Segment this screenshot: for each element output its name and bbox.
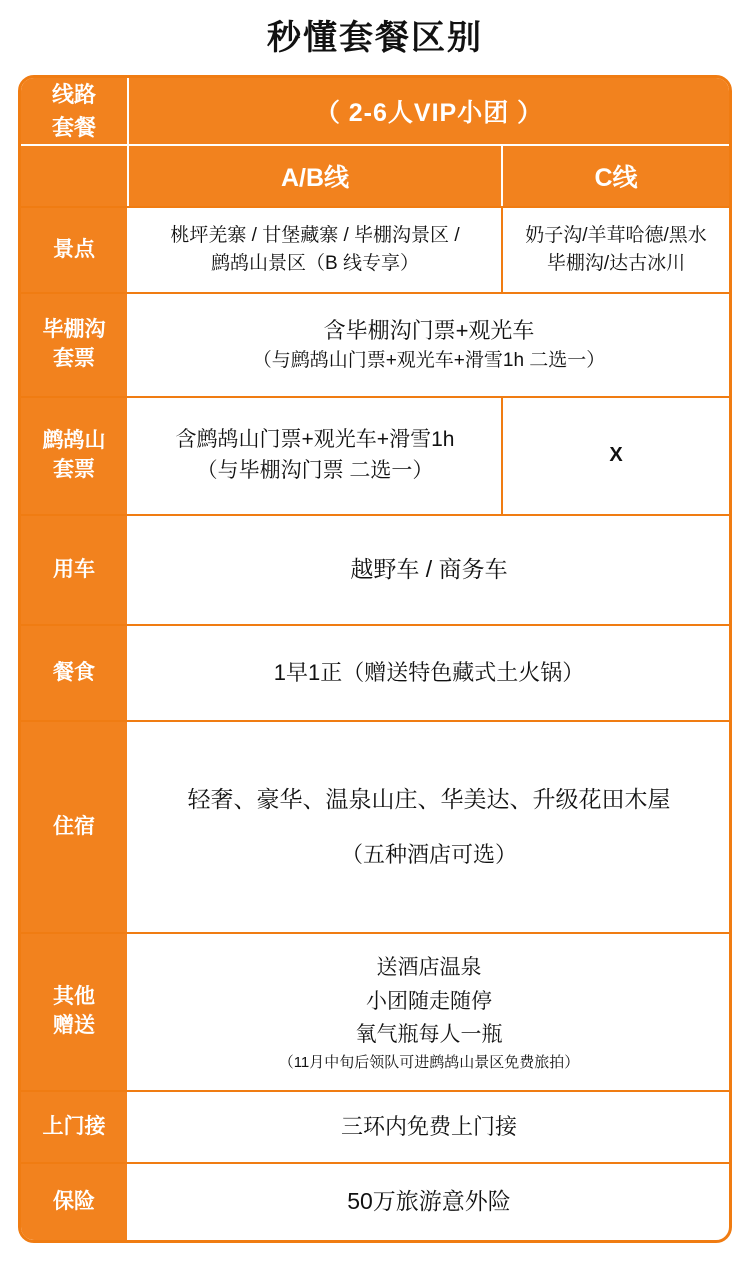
- cell-ab-scenic-line1: 桃坪羌寨 / 甘堡藏寨 / 毕棚沟景区 /: [170, 225, 460, 247]
- cell-ab-zhegushan-line1: 含鹧鸪山门票+观光车+滑雪1h: [175, 428, 455, 452]
- page-title: 秒懂套餐区别: [267, 19, 483, 57]
- row-label-bipenggou-ticket: [21, 294, 129, 396]
- row-value-insurance: 50万旅游意外险: [347, 1188, 511, 1215]
- row-value-vehicle: 越野车 / 商务车: [350, 556, 508, 583]
- bipenggou-ticket-line2: （与鹧鸪山门票+观光车+滑雪1h 二选一）: [252, 349, 606, 371]
- subheader-columns: [129, 146, 729, 206]
- row-label-vehicle: 用车: [21, 516, 129, 624]
- row-value-accommodation: [129, 722, 729, 932]
- cell-c-scenic: [503, 208, 729, 292]
- cell-c-scenic-line1: 奶子沟/羊茸哈德/黑水: [525, 225, 707, 247]
- bipenggou-ticket-line1: 含毕棚沟门票+观光车: [323, 318, 535, 344]
- column-header-c: C线: [503, 146, 729, 206]
- table-row: [21, 626, 729, 722]
- extras-line3: 氧气瓶每人一瓶: [355, 1023, 503, 1047]
- table-row: [21, 208, 729, 294]
- row-value-bipenggou-ticket: [129, 294, 729, 396]
- header-label-line1: 线路: [51, 81, 96, 107]
- row-label-pickup: 上门接: [21, 1092, 129, 1162]
- row-label-meals: 餐食: [21, 626, 129, 720]
- table-row: [21, 398, 729, 516]
- row-value-extras: [129, 934, 729, 1090]
- cell-ab-zhegushan-line2: （与毕棚沟门票 二选一）: [196, 458, 434, 482]
- row-label-bipenggou-line2: 套票: [53, 346, 95, 370]
- subheader-spacer-cell: [21, 146, 129, 206]
- row-label-extras-line2: 赠送: [53, 1013, 95, 1037]
- cell-ab-zhegushan: [129, 398, 503, 514]
- header-group-title: （ 2-6人VIP小团 ）: [129, 78, 729, 144]
- cell-c-zhegushan: X: [609, 444, 623, 467]
- table-header-row: [21, 78, 729, 146]
- column-header-ab: A/B线: [129, 146, 503, 206]
- row-label-zhegushan-line2: 套票: [53, 457, 95, 481]
- row-label-accommodation: 住宿: [21, 722, 129, 932]
- cell-ab-scenic-line2: 鹧鸪山景区（B 线专享）: [211, 252, 419, 274]
- cell-ab-scenic: [129, 208, 503, 292]
- table-row: [21, 516, 729, 626]
- row-label-insurance: 保险: [21, 1164, 129, 1240]
- row-label-zhegushan-ticket: [21, 398, 129, 514]
- row-label-bipenggou-line1: 毕棚沟: [42, 318, 106, 342]
- header-label-line2: 套餐: [51, 114, 96, 140]
- extras-line1: 送酒店温泉: [376, 955, 482, 979]
- cell-c-scenic-line2: 毕棚沟/达古冰川: [546, 252, 686, 274]
- table-row: [21, 722, 729, 934]
- accommodation-line2: （五种酒店可选）: [340, 841, 517, 867]
- accommodation-line1: 轻奢、豪华、温泉山庄、华美达、升级花田木屋: [187, 786, 671, 813]
- table-row: [21, 934, 729, 1092]
- row-value-pickup: 三环内免费上门接: [340, 1113, 517, 1139]
- table-row: [21, 294, 729, 398]
- row-label-scenic: 景点: [21, 208, 129, 292]
- table-row: [21, 1164, 729, 1240]
- row-value-meals: 1早1正（赠送特色藏式土火锅）: [273, 659, 585, 685]
- row-label-extras-line1: 其他: [53, 985, 95, 1009]
- table-row: [21, 1092, 729, 1164]
- row-label-extras: [21, 934, 129, 1090]
- row-values-scenic: [129, 208, 729, 292]
- extras-note: （11月中旬后领队可进鹧鸪山景区免费旅拍）: [278, 1053, 580, 1071]
- header-label-cell: [21, 78, 129, 144]
- row-label-zhegushan-line1: 鹧鸪山: [42, 429, 106, 453]
- comparison-table: [18, 75, 732, 1243]
- extras-line2: 小团随走随停: [366, 989, 492, 1013]
- table-subheader-row: [21, 146, 729, 208]
- row-values-zhegushan: [129, 398, 729, 514]
